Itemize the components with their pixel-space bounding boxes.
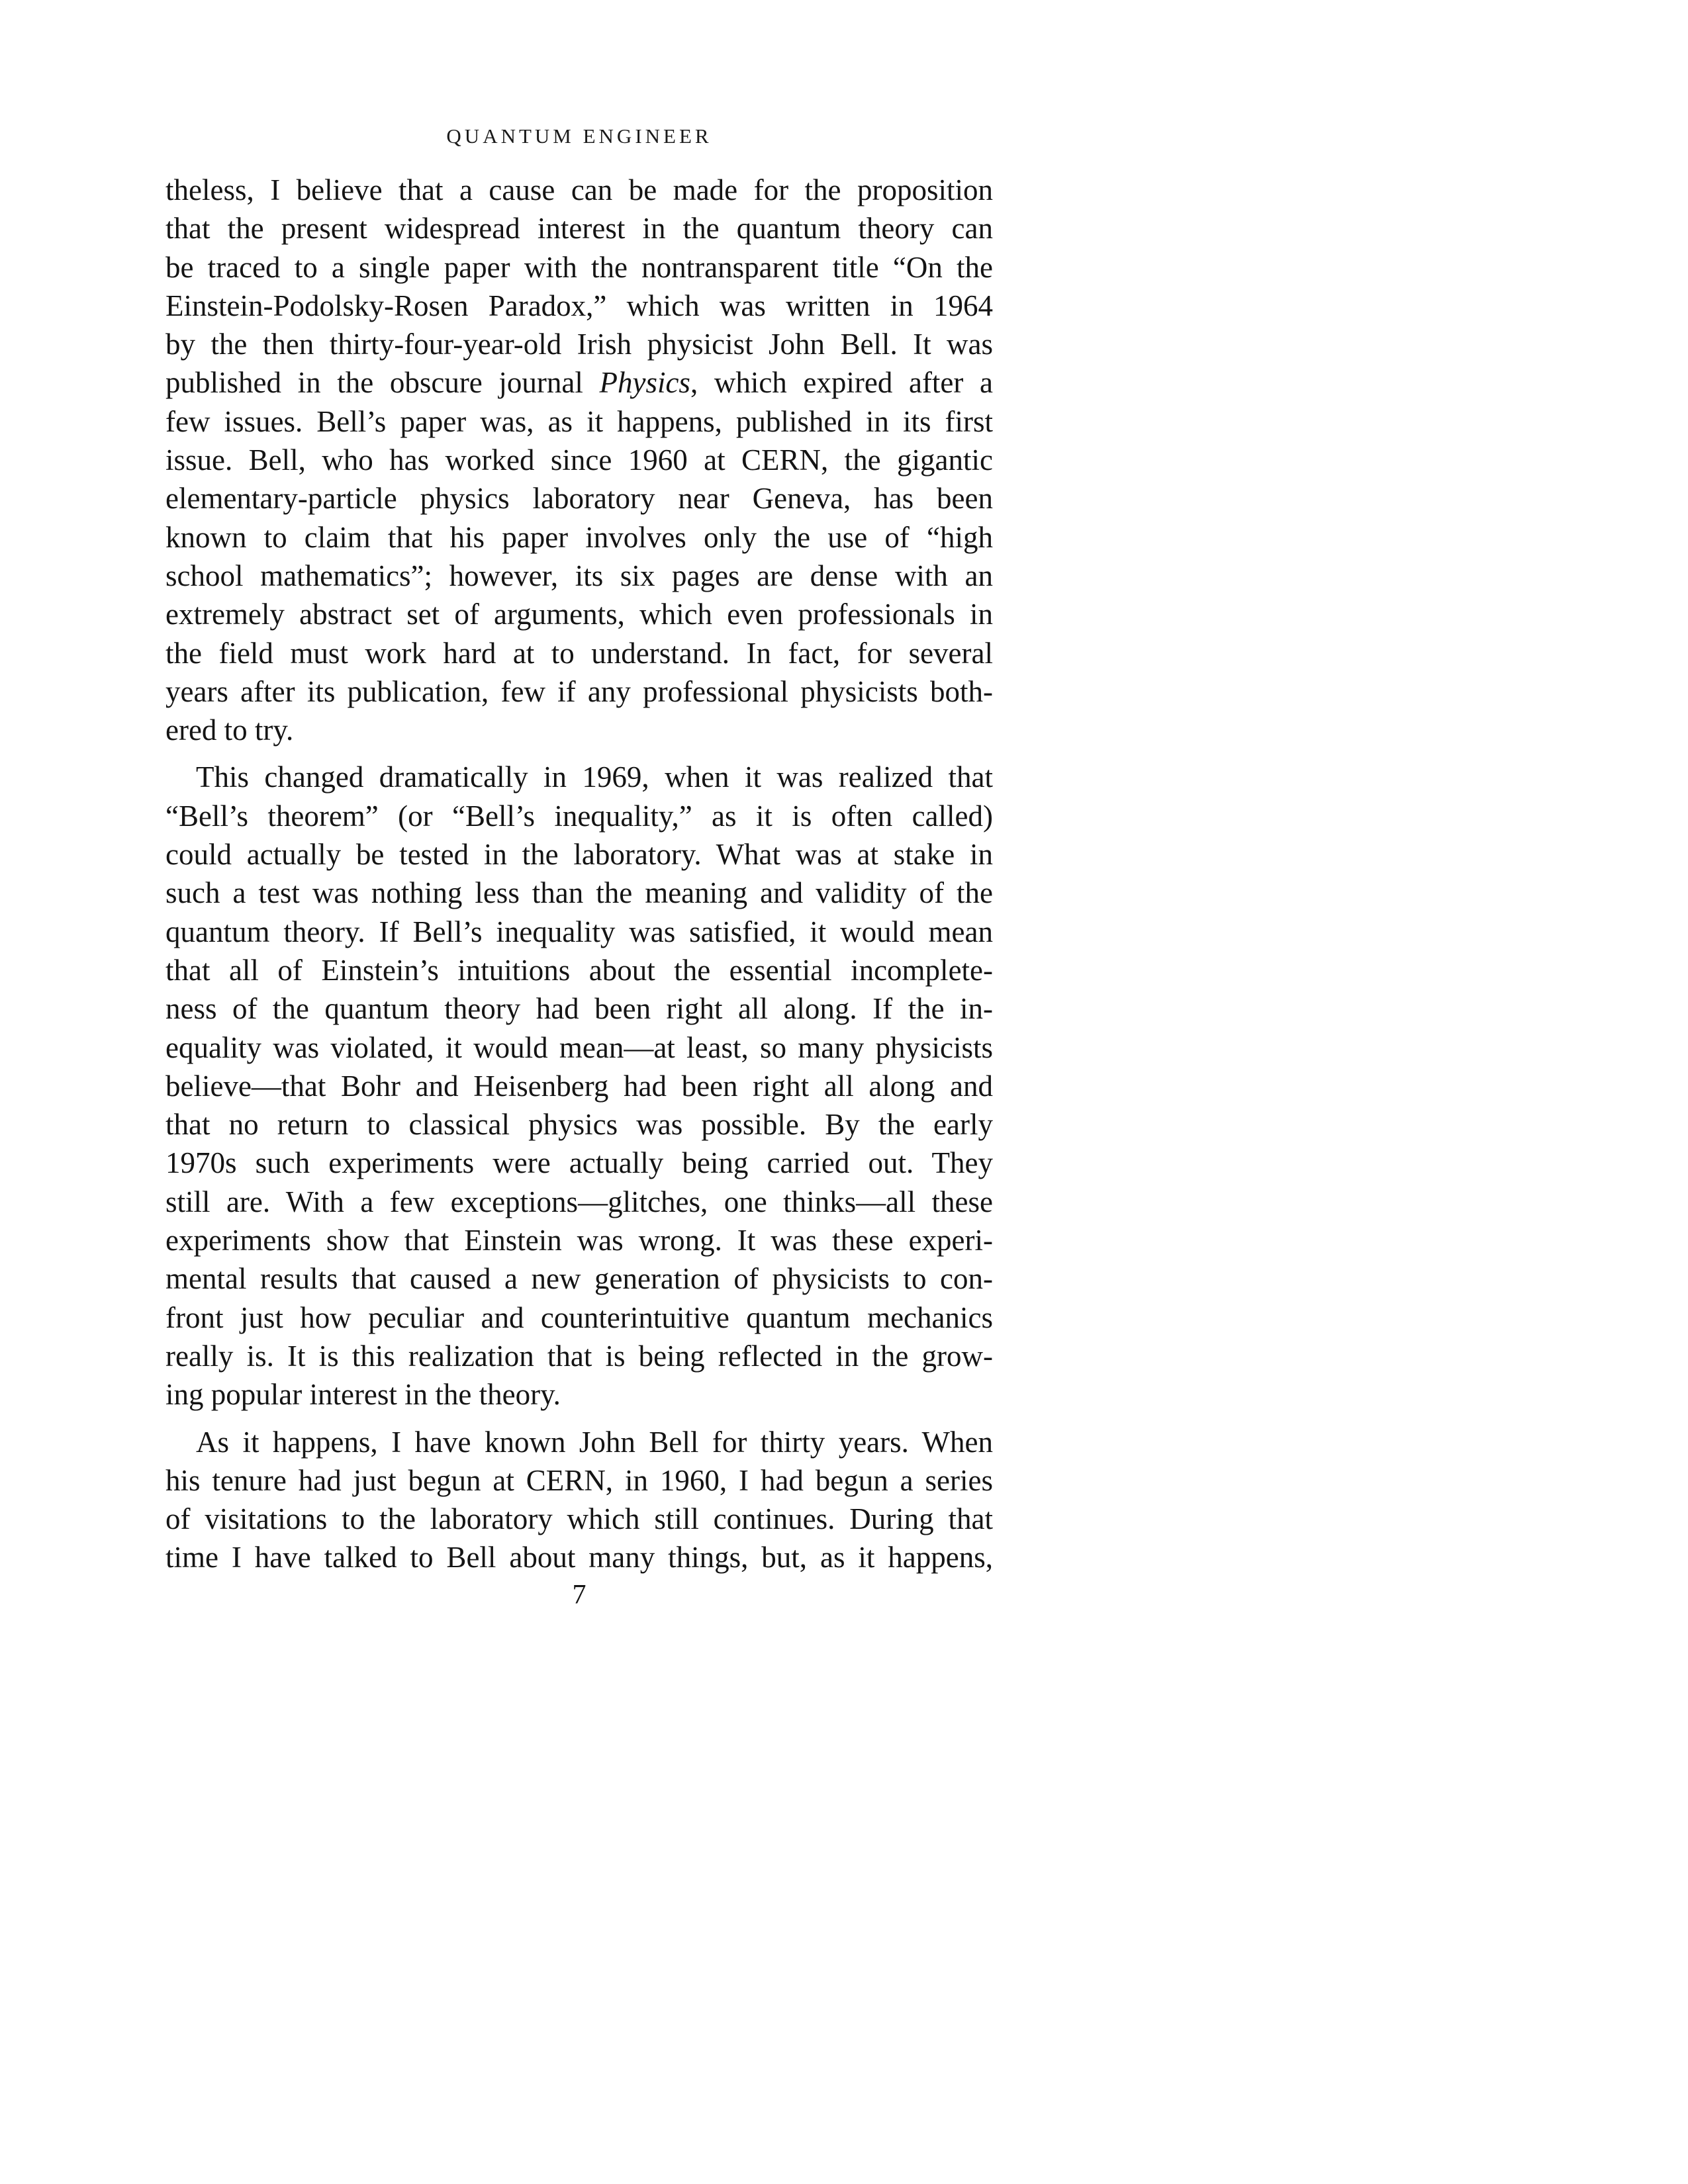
text-line: front just how peculiar and counterintuitive quantum mechanics	[165, 1300, 993, 1334]
text-line: really is. It is this realization that is being reflected in the grow-	[165, 1339, 993, 1373]
paragraph-gap	[165, 1414, 993, 1423]
text-line: time I have talked to Bell about many things, but, as it happens,	[165, 1541, 993, 1574]
text-line: 1970s such experiments were actually being carried out. They	[165, 1146, 993, 1180]
text-line: elementary-particle physics laboratory near Geneva, has been	[165, 482, 993, 516]
text-line: mental results that caused a new generation of physicists to con-	[165, 1262, 993, 1296]
text-line: the field must work hard at to understand. In fact, for several	[165, 636, 993, 670]
text-line: could actually be tested in the laboratory. What was at stake in	[165, 838, 993, 872]
text-line: still are. With a few exceptions—glitches, one thinks—all these	[165, 1185, 993, 1218]
text-line: that all of Einstein’s intuitions about the essential incomplete-	[165, 953, 993, 987]
journal-title: Physics	[599, 366, 690, 400]
text-line: school mathematics”; however, its six pages are dense with an	[165, 559, 993, 592]
running-head: QUANTUM ENGINEER	[446, 124, 712, 148]
text-line: quantum theory. If Bell’s inequality was satisfied, it would mean	[165, 915, 993, 948]
text-line: years after its publication, few if any professional physicists both-	[165, 674, 993, 708]
text-line: published in the obscure journal Physics, which expired after a	[165, 366, 993, 400]
text-line: such a test was nothing less than the meaning and validity of the	[165, 876, 993, 910]
text-line: that no return to classical physics was possible. By the early	[165, 1108, 993, 1142]
text-line: ing popular interest in the theory.	[165, 1378, 561, 1412]
text-line: “Bell’s theorem” (or “Bell’s inequality,” as it is often called)	[165, 799, 993, 833]
text-line: Einstein-Podolsky-Rosen Paradox,” which was written in 1964	[165, 289, 993, 322]
text-line: believe—that Bohr and Heisenberg had been right all along and	[165, 1069, 993, 1103]
text-line: known to claim that his paper involves only the use of “high	[165, 520, 993, 554]
paragraph-gap	[165, 749, 993, 758]
text-line: that the present widespread interest in the quantum theory can	[165, 212, 993, 246]
text-line: of visitations to the laboratory which still continues. During that	[165, 1502, 993, 1536]
text-line: theless, I believe that a cause can be made for the proposition	[165, 173, 993, 206]
text-line: by the then thirty-four-year-old Irish physicist John Bell. It was	[165, 328, 993, 361]
text-line: equality was violated, it would mean—at least, so many physicists	[165, 1030, 993, 1064]
text-line: ered to try.	[165, 713, 294, 747]
text-line: extremely abstract set of arguments, which even professionals in	[165, 598, 993, 631]
text-line: few issues. Bell’s paper was, as it happens, published in its first	[165, 404, 993, 438]
text-line: be traced to a single paper with the nontransparent title “On the	[165, 250, 993, 284]
text-line: experiments show that Einstein was wrong. It was these experi-	[165, 1224, 993, 1257]
body-text	[165, 171, 993, 1577]
text-line: This changed dramatically in 1969, when it was realized that	[196, 760, 993, 794]
page-number: 7	[572, 1580, 586, 1610]
text-line: issue. Bell, who has worked since 1960 at CERN, the gigantic	[165, 443, 993, 477]
text-line: As it happens, I have known John Bell for thirty years. When	[196, 1425, 993, 1459]
text-line: his tenure had just begun at CERN, in 1960, I had begun a series	[165, 1463, 993, 1497]
text-line: ness of the quantum theory had been right all along. If the in-	[165, 992, 993, 1026]
